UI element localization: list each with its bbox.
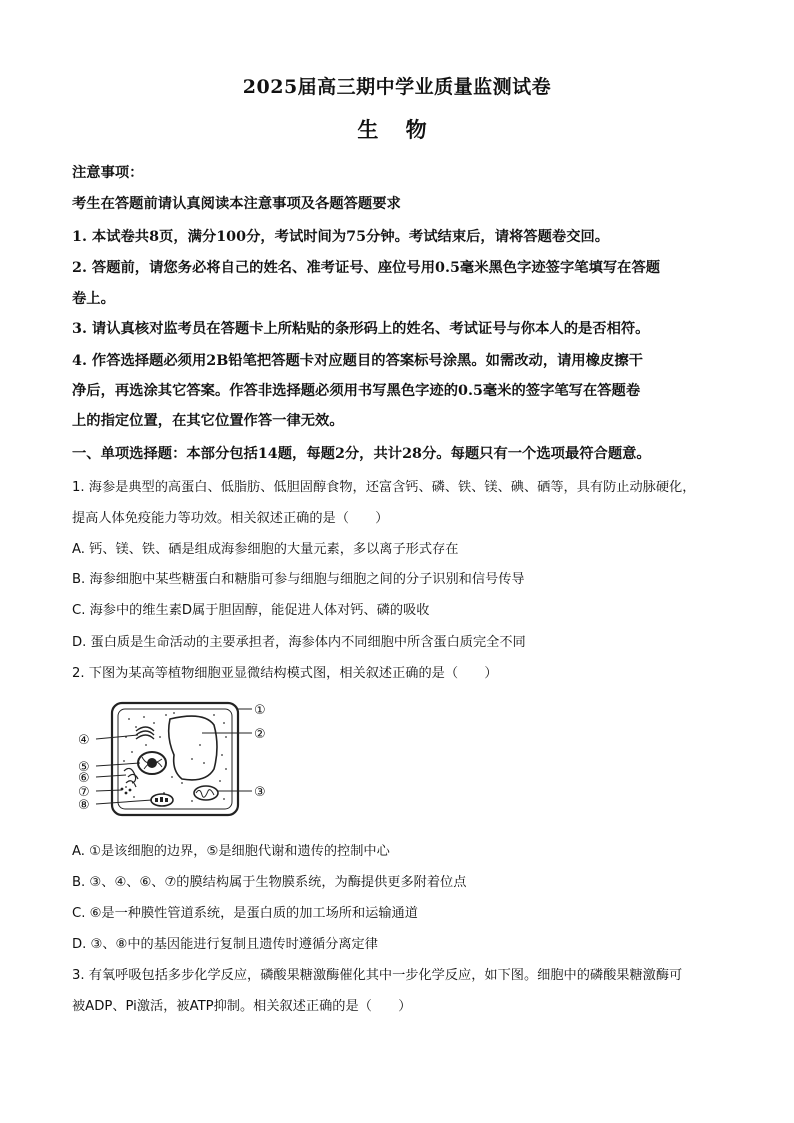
q1-option-b: B. 海参细胞中某些糖蛋白和糖脂可参与细胞与细胞之间的分子识别和信号传导 — [72, 572, 525, 587]
notice-line-4: 4. 作答选择题必须用2B铅笔把答题卡对应题目的答案标号涂黑。如需改动，请用橡皮擦干 — [72, 353, 643, 369]
label-5: ⑤ — [78, 760, 90, 775]
q2-option-c: C. ⑥是一种膜性管道系统，是蛋白质的加工场所和运输通道 — [72, 906, 418, 921]
plant-cell-diagram — [74, 697, 274, 822]
notice-line-2-cont: 卷上。 — [72, 291, 115, 307]
notice-line-3: 3. 请认真核对监考员在答题卡上所粘贴的条形码上的姓名、考试证号与你本人的是否相符。 — [72, 321, 650, 337]
label-8: ⑧ — [78, 798, 90, 813]
label-6: ⑥ — [78, 771, 90, 786]
notice-line-1: 1. 本试卷共8页，满分100分，考试时间为75分钟。考试结束后，请将答题卷交回。 — [72, 229, 610, 245]
label-1: ① — [254, 703, 266, 718]
notice-line-2: 2. 答题前，请您务必将自己的姓名、准考证号、座位号用0.5毫米黑色字迹签字笔填写在答题 — [72, 260, 661, 276]
ribosome-dots — [121, 788, 132, 795]
q1-option-a: A. 钙、镁、铁、硒是组成海参细胞的大量元素，多以离子形式存在 — [72, 542, 459, 557]
exam-title: 2025届高三期中学业质量监测试卷 — [242, 76, 552, 98]
notice-line-4-cont: 净后，再选涂其它答案。作答非选择题必须用书写黑色字迹的0.5毫米的签字笔写在答题卷 — [72, 383, 641, 399]
q2-option-a: A. ①是该细胞的边界，⑤是细胞代谢和遗传的控制中心 — [72, 844, 390, 859]
q2-option-b: B. ③、④、⑥、⑦的膜结构属于生物膜系统，为酶提供更多附着位点 — [72, 875, 467, 890]
subject-title: 生 物 — [357, 117, 437, 142]
q2-stem: 2. 下图为某高等植物细胞亚显微结构模式图，相关叙述正确的是（ ） — [72, 666, 498, 681]
notice-heading: 注意事项： — [72, 165, 144, 181]
mitochondrion-shape — [194, 786, 218, 800]
label-3: ③ — [254, 785, 266, 800]
q3-stem-cont: 被ADP、Pi激活，被ATP抑制。相关叙述正确的是（ ） — [72, 999, 412, 1014]
q1-stem: 1. 海参是典型的高蛋白、低脂肪、低胆固醇食物，还富含钙、磷、铁、镁、碘、硒等，具有防止动脉硬化， — [72, 480, 696, 495]
notice-line-4-end: 上的指定位置，在其它位置作答一律无效。 — [72, 413, 344, 429]
vacuole-shape — [169, 716, 217, 780]
label-2: ② — [254, 727, 266, 742]
q1-option-d: D. 蛋白质是生命活动的主要承担者，海参体内不同细胞中所含蛋白质完全不同 — [72, 635, 526, 650]
section-heading: 一、单项选择题：本部分包括14题，每题2分，共计28分。每题只有一个选项最符合题意。 — [72, 446, 651, 462]
q1-option-c: C. 海参中的维生素D属于胆固醇，能促进人体对钙、磷的吸收 — [72, 603, 430, 618]
q2-option-d: D. ③、⑧中的基因能进行复制且遗传时遵循分离定律 — [72, 937, 378, 952]
label-7: ⑦ — [78, 785, 90, 800]
q1-stem-cont: 提高人体免疫能力等功效。相关叙述正确的是（ ） — [72, 511, 389, 526]
er-shape — [124, 768, 138, 787]
label-4: ④ — [78, 733, 90, 748]
golgi-shape — [136, 727, 154, 739]
notice-intro: 考生在答题前请认真阅读本注意事项及各题答题要求 — [72, 196, 401, 212]
q3-stem: 3. 有氧呼吸包括多步化学反应，磷酸果糖激酶催化其中一步化学反应，如下图。细胞中的磷酸果糖激酶可 — [72, 968, 683, 983]
